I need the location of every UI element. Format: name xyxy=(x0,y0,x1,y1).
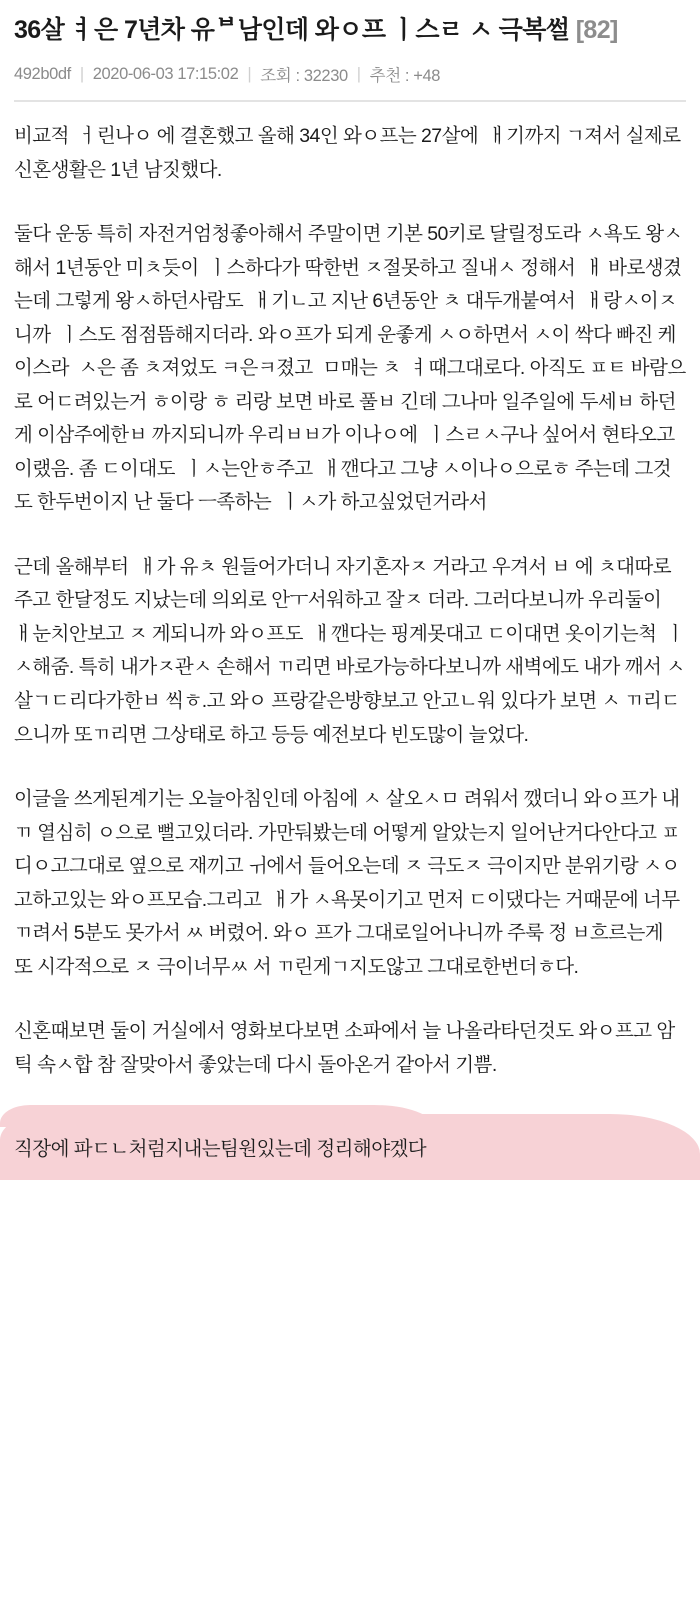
post-meta xyxy=(14,62,686,86)
post-paragraph: 신혼때보면 둘이 거실에서 영화보다보면 소파에서 늘 나올라타던것도 와ㅇ프고 암틱 속ㅅ합 참 잘맞아서 좋았는데 다시 돌아온거 같아서 기쁨. xyxy=(14,1020,675,1076)
author-name: 492b0df xyxy=(14,64,71,83)
view-count: 조회 : 32230 xyxy=(260,67,348,85)
meta-separator: | xyxy=(356,64,361,83)
post-timestamp: 2020-06-03 17:15:02 xyxy=(92,64,239,83)
post-paragraph: 이글을 쓰게된계기는 오늘아침인데 아침에 ㅅ 살오ㅅㅁ 려워서 깼더니 와ㅇ프가 내ㄲ 열심히 ㅇ으로 뻘고있더라. 가만둬봤는데 어떻게 알았는지 일어난거다안다고 ㅍ디ㅇ고그대로 옆으로 재끼고 ㅟ에서 들어오는데 ㅈ 극도ㅈ 극이지만 분위기랑 ㅅㅇ고하고있는 와ㅇ프모습.그리고 ㅐ가 ㅅ욕못이기고 먼저 ㄷ이댔다는 거때문에 너무 ㄲ려서 5분도 못가서 ㅆ 버렸어. 와ㅇ 프가 그대로일어나니까 주룩 정 ㅂ흐르는게 또 시각적으로 ㅈ 극이너무ㅆ 서 ㄲ린게ㄱ지도않고 그대로한번더ㅎ다. xyxy=(14,788,685,978)
comment-count-badge: [82] xyxy=(575,16,618,44)
post-title-text: 36살 ㅕ은 7년차 유ᄇ남인데 와ㅇ프 ㅣ스ㄹ ㅅ 극복썰 xyxy=(14,16,570,44)
post-header xyxy=(0,0,700,102)
meta-separator: | xyxy=(247,64,252,83)
post-body xyxy=(0,102,700,1082)
vote-count: 추천 : +48 xyxy=(369,67,441,85)
footer-highlight-band xyxy=(0,1108,700,1180)
page-title xyxy=(14,14,686,46)
post-paragraph: 비교적 ㅓ린나ㅇ 에 결혼했고 올해 34인 와ㅇ프는 27살에 ㅐ기까지 ㄱ져서 실제로 신혼생활은 1년 남짓했다. xyxy=(14,125,686,181)
footer-caption: 직장에 파ㄷㄴ처럼지내는팀원있는데 정리해야겠다 xyxy=(14,1138,427,1161)
post-paragraph: 둘다 운동 특히 자전거엄청좋아해서 주말이면 기본 50키로 달릴정도라 ㅅ욕도 왕ㅅ해서 1년동안 미ㅊ듯이 ㅣ스하다가 딱한번 ㅈ절못하고 질내ㅅ 정해서 ㅐ 바로생겼는데 그렇게 왕ㅅ하던사람도 ㅐ기ㄴ고 지난 6년동안 ㅊ 대두개붙여서 ㅐ랑ㅅ이ㅈ 니까 ㅣ스도 점점뜸해지더라. 와ㅇ프가 되게 운좋게 ㅅㅇ하면서 ㅅ이 싹다 빠진 케이스라 ㅅ은 좀 ㅊ져었도 ㅋ은ㅋ졌고 ㅁ매는 ㅊ ㅕ때그대로다. 아직도 ㅍㅌ 바람으로 어ㄷ려있는거 ㅎ이랑 ㅎ 리랑 보면 바로 풀ㅂ 긴데 그나마 일주일에 두세ㅂ 하던게 이삼주에한ㅂ 까지되니까 우리ㅂㅂ가 이나ㅇ에 ㅣ스ㄹㅅ구나 싶어서 현타오고 이랬음. 좀 ㄷ이대도 ㅣㅅ는안ㅎ주고 ㅐ깬다고 그냥 ㅅ이나ㅇ으로ㅎ 주는데 그것도 한두번이지 난 둘다 ㅡ족하는 ㅣㅅ가 하고싶었던거라서 xyxy=(14,223,686,514)
post-paragraph: 근데 올해부터 ㅐ가 유ㅊ 원들어가더니 자기혼자ㅈ 거라고 우겨서 ㅂ 에 ㅊ대따로 주고 한달정도 지났는데 의외로 안ㅜ서워하고 잘ㅈ 더라. 그러다보니까 우리둘이 ㅐ눈치안보고 ㅈ 게되니까 와ㅇ프도 ㅐ깬다는 핑계못대고 ㄷ이대면 옷이기는척 ㅣㅅ해줌. 특히 내가ㅈ관ㅅ 손해서 ㄲ리면 바로가능하다보니까 새벽에도 내가 깨서 ㅅ 살ㄱㄷ리다가한ㅂ 씩ㅎ.고 와ㅇ 프랑같은방향보고 안고ㄴ워 있다가 보면 ㅅ ㄲ리ㄷ 으니까 또ㄲ리면 그상태로 하고 등등 예전보다 빈도많이 늘었다. xyxy=(14,555,690,746)
meta-separator: | xyxy=(79,64,84,83)
